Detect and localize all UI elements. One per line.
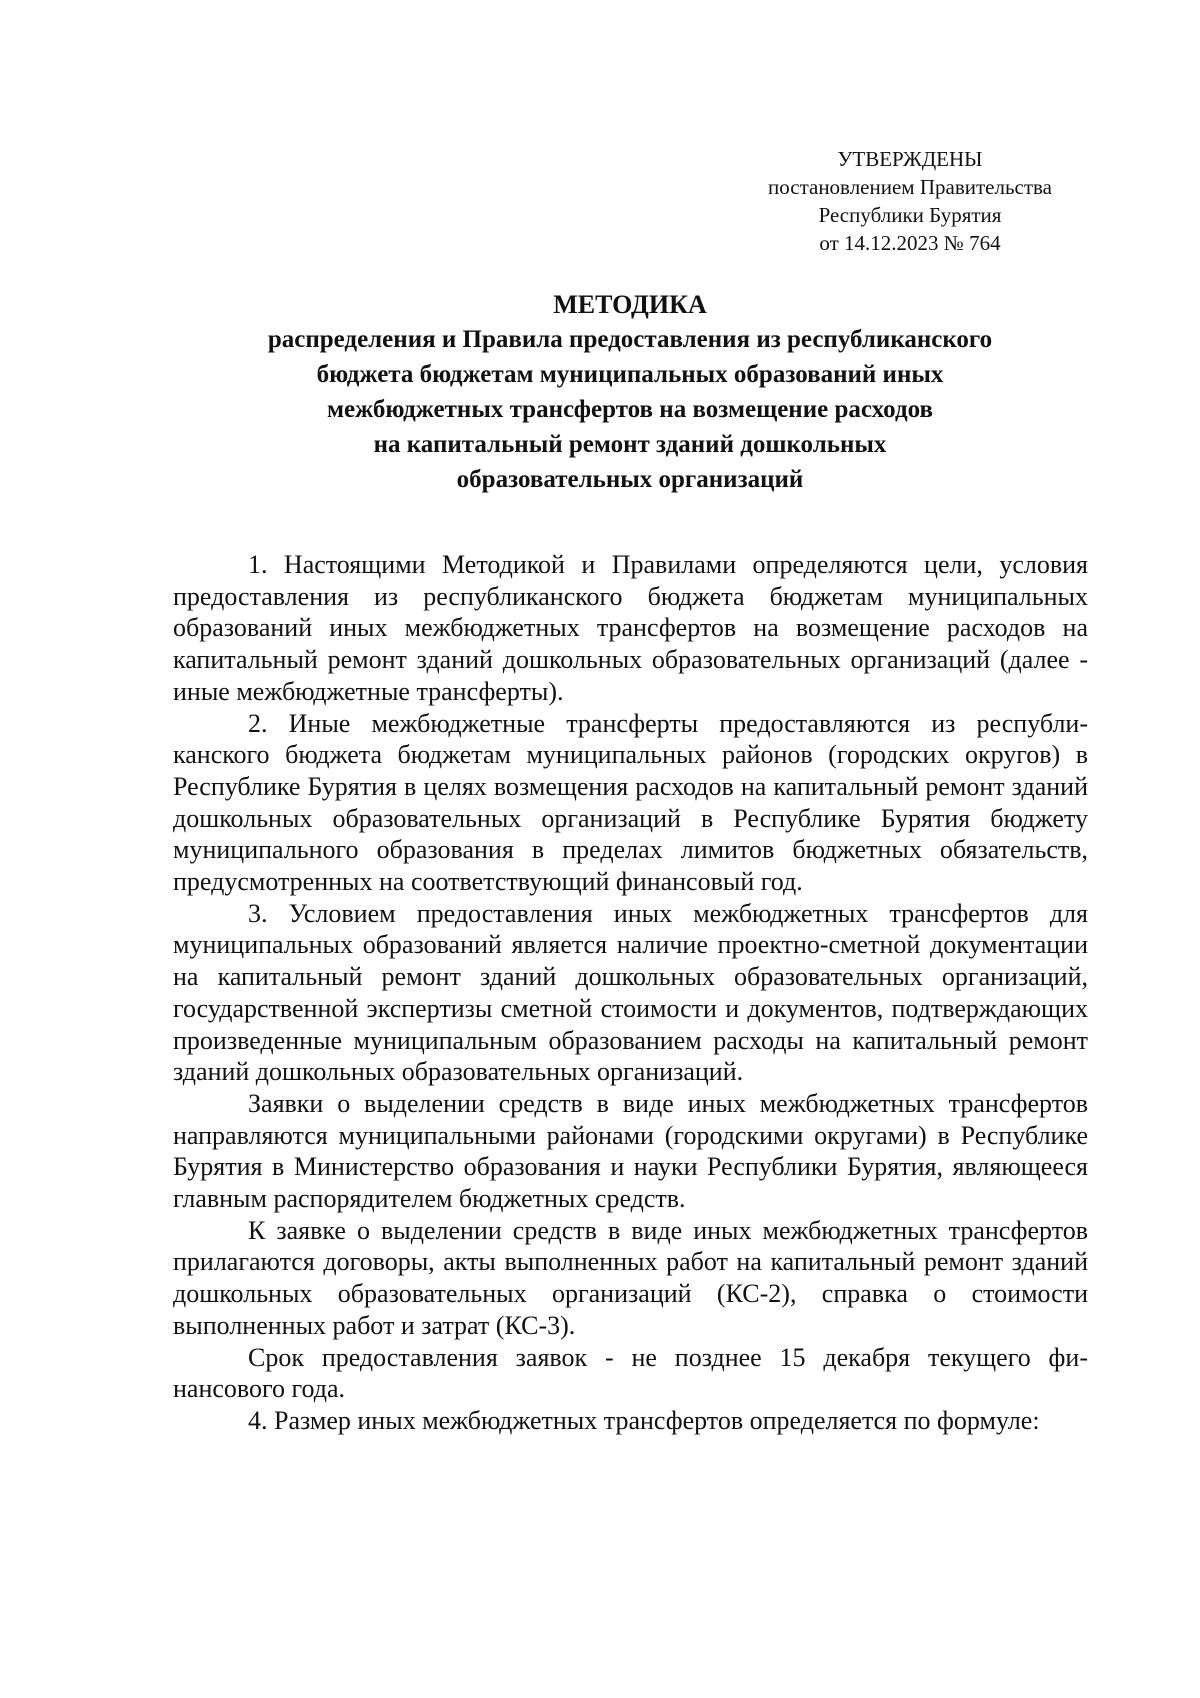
- approval-republic-line: Республики Бурятия: [818, 203, 1002, 227]
- paragraph-attachments: К заявке о выделении средств в виде иных межбюджетных трансфертов прилагаются договоры, акты выполненных работ на капитальный ремонт зданий дошкольных образовательных организаций (КС-2), справка о стоимости выполненных работ и затрат (КС-3).: [173, 1215, 1088, 1340]
- paragraph-2: 2. Иные межбюджетные трансферты предоставляются из республиканского бюджета бюджетам муниципальных районов (городских округов) в Республике Бурятия в целях возмещения расходов на капитальный ремонт зданий дошкольных образовательных организаций в Республике Бурятия бюджету муниципального образования в пределах лимитов бюджетных обязательств, предусмотренных на соответствующий финансовый год.: [173, 708, 1088, 897]
- paragraph-deadline: Срок предоставления заявок - не позднее 15 декабря текущего финансового года.: [173, 1342, 1088, 1404]
- title-line: образовательных организаций: [456, 466, 804, 493]
- title-line: распределения и Правила предоставления из республиканского: [267, 326, 993, 353]
- paragraph-applications: Заявки о выделении средств в виде иных межбюджетных трансфертов направляются муниципальными районами (городскими округами) в Республике Бурятия в Министерство образования и науки Республики Бурятия, являющееся главным распорядителем бюджетных средств.: [173, 1088, 1088, 1214]
- approval-date-number: от 14.12.2023 № 764: [819, 231, 1001, 255]
- approval-stamp: [700, 145, 1120, 257]
- title-line: бюджета бюджетам муниципальных образований иных: [316, 361, 944, 388]
- paragraph-1: 1. Настоящими Методикой и Правилами определяются цели, условия предоставления из республиканского бюджета бюджетам муниципальных образований иных межбюджетных трансфертов на возмещение расходов на капитальный ремонт зданий дошкольных образовательных организаций (далее - иные межбюджетные трансферты).: [173, 550, 1088, 706]
- document-title: [120, 287, 1140, 497]
- title-main: МЕТОДИКА: [553, 290, 707, 319]
- paragraph-3: 3. Условием предоставления иных межбюджетных трансфертов для муниципальных образований является наличие проектно-сметной документации на капитальный ремонт зданий дошкольных образовательных организаций, государственной экспертизы сметной стоимости и документов, подтверждающих произведенные муниципальным образованием расходы на капитальный ремонт зданий дошкольных образовательных организаций.: [173, 898, 1088, 1087]
- paragraph-4: 4. Размер иных межбюджетных трансфертов определяется по формуле:: [248, 1405, 1040, 1435]
- document-body: [173, 549, 1088, 1437]
- title-line: на капитальный ремонт зданий дошкольных: [373, 431, 887, 458]
- approval-heading: УТВЕРЖДЕНЫ: [837, 147, 983, 171]
- approval-decree-line: постановлением Правительства: [767, 175, 1052, 199]
- title-line: межбюджетных трансфертов на возмещение расходов: [327, 396, 933, 423]
